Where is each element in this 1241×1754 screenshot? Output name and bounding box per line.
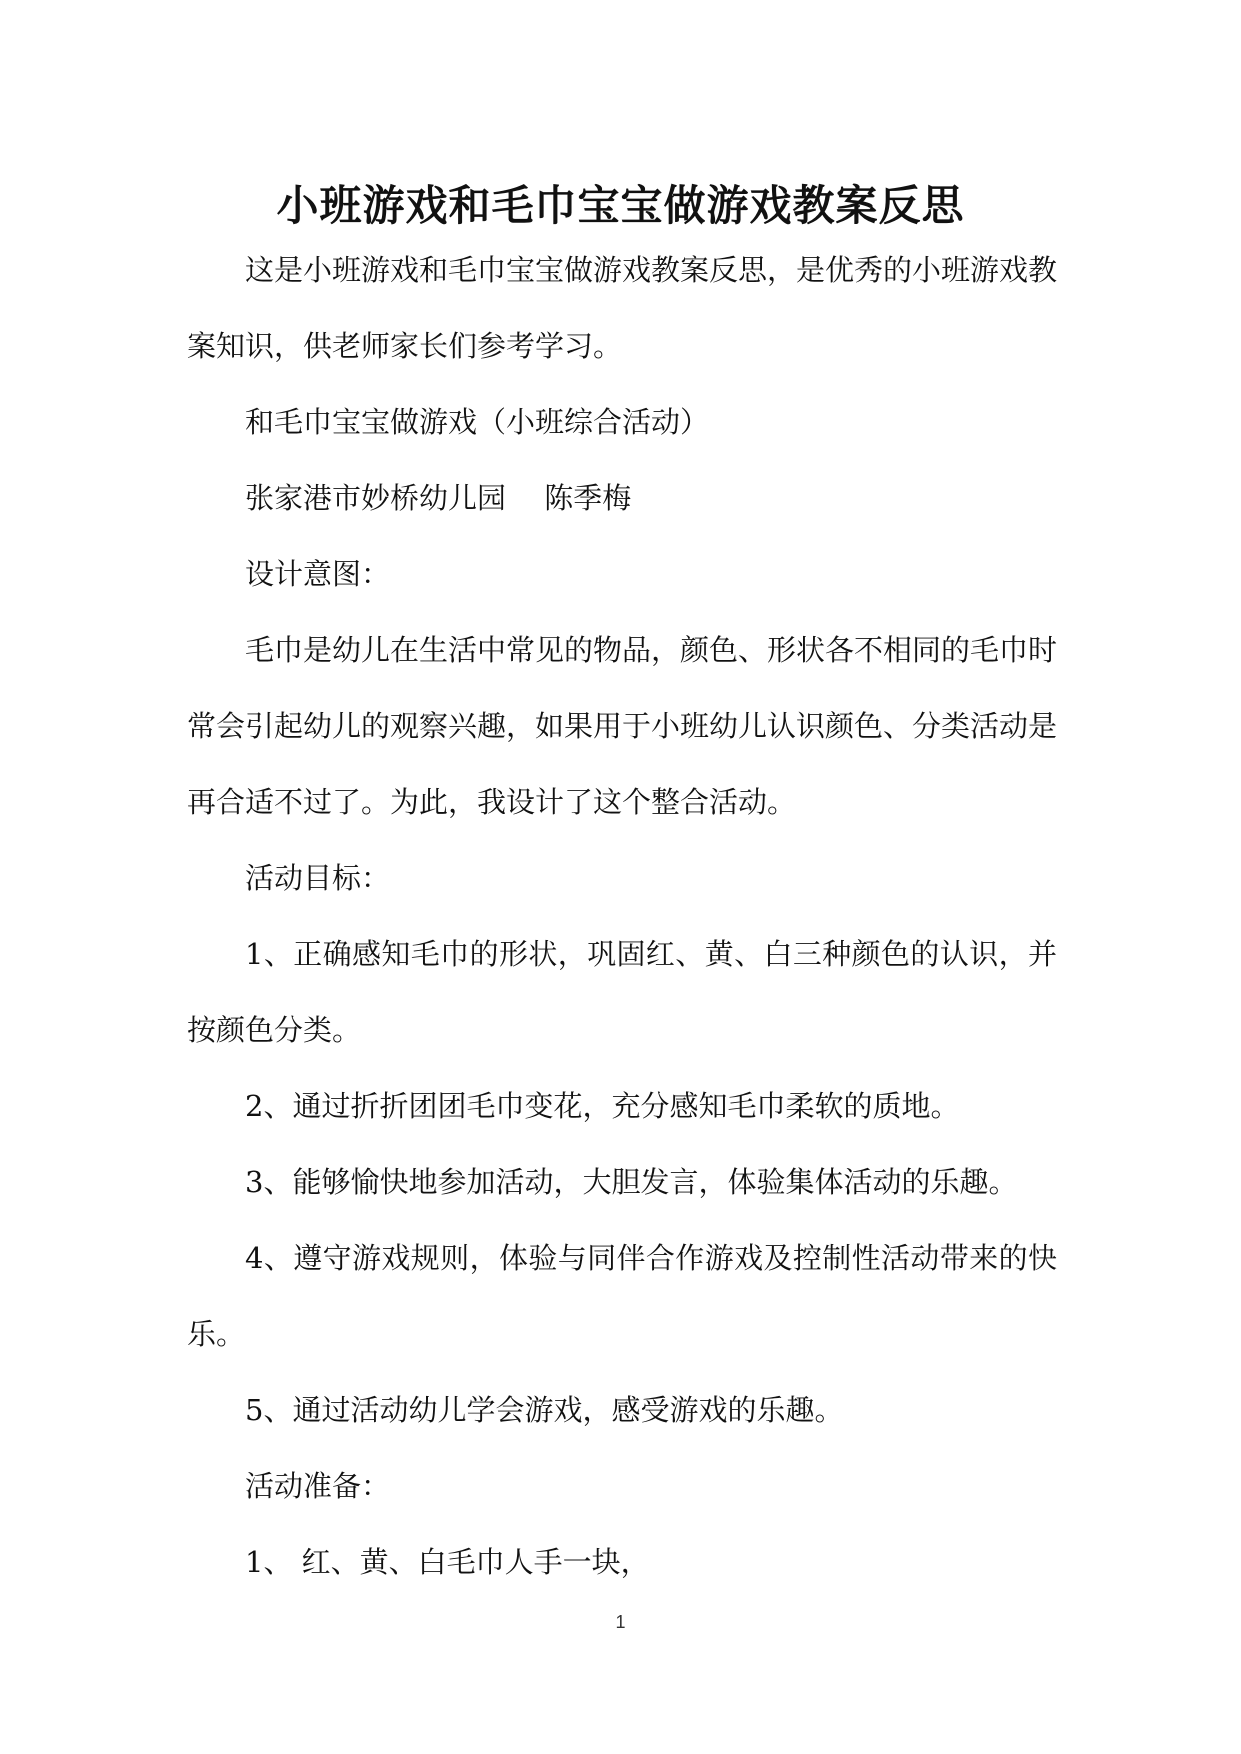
- paragraph: 3、能够愉快地参加活动，大胆发言，体验集体活动的乐趣。: [245, 1165, 1018, 1199]
- paragraph: 和毛巾宝宝做游戏（小班综合活动）: [245, 405, 710, 439]
- page-number: 1: [615, 1612, 626, 1632]
- paragraph: 5、通过活动幼儿学会游戏，感受游戏的乐趣。: [245, 1393, 844, 1427]
- paragraph: 1、正确感知毛巾的形状，巩固红、黄、白三种颜色的认识，并按颜色分类。: [187, 937, 1057, 1047]
- paragraph: 活动目标：: [245, 861, 391, 895]
- paragraph: 2、通过折折团团毛巾变花，充分感知毛巾柔软的质地。: [245, 1089, 960, 1123]
- paragraph: 4、遵守游戏规则，体验与同伴合作游戏及控制性活动带来的快乐。: [187, 1241, 1057, 1351]
- paragraph: 活动准备：: [245, 1469, 391, 1503]
- paragraph: 毛巾是幼儿在生活中常见的物品，颜色、形状各不相同的毛巾时常会引起幼儿的观察兴趣，如果用于小班幼儿认识颜色、分类活动是再合适不过了。为此，我设计了这个整合活动。: [187, 633, 1058, 819]
- page-title: 小班游戏和毛巾宝宝做游戏教案反思: [276, 181, 965, 231]
- paragraph: 设计意图：: [245, 557, 391, 591]
- document-body: [187, 232, 1057, 1600]
- paragraph: 张家港市妙桥幼儿园 陈季梅: [245, 481, 632, 515]
- paragraph: 1、 红、黄、白毛巾人手一块，: [245, 1545, 650, 1579]
- paragraph: 这是小班游戏和毛巾宝宝做游戏教案反思，是优秀的小班游戏教案知识，供老师家长们参考学习。: [187, 253, 1058, 363]
